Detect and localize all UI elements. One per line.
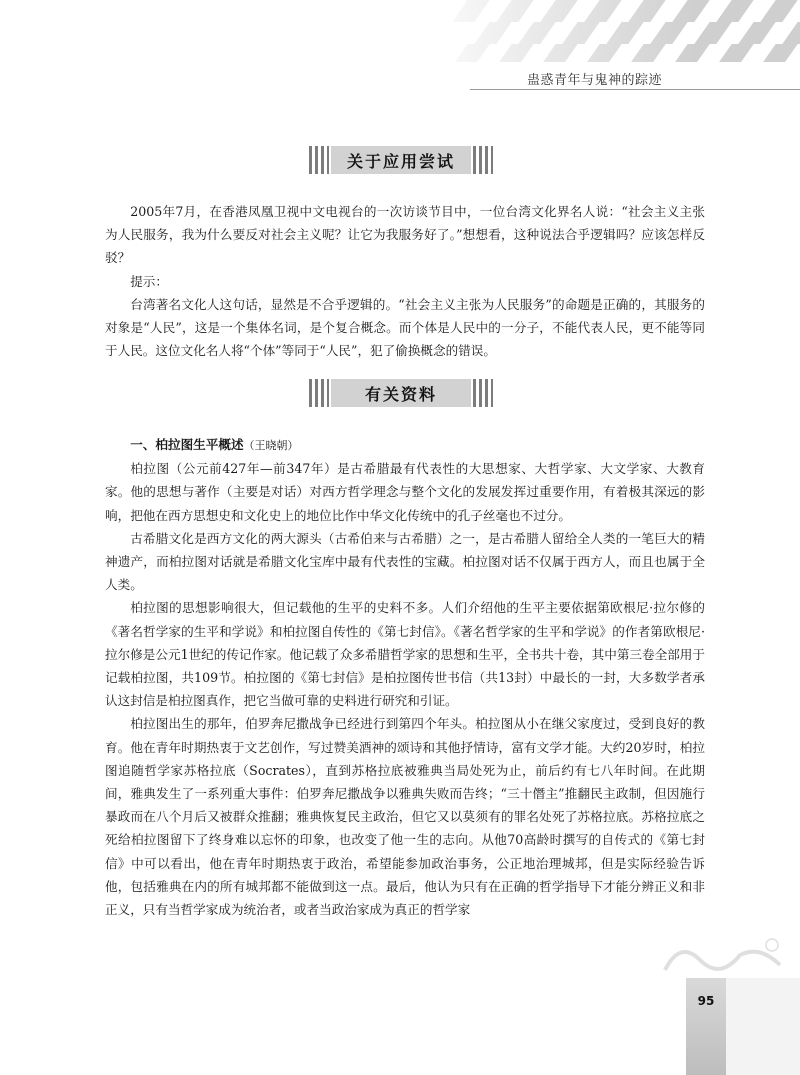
page-number-band [686,978,726,1075]
header-decoration [452,0,800,62]
paragraph: 提示： [130,273,168,289]
banner-left-stripes [309,146,329,174]
paragraph: 柏拉图的思想影响很大，但记载他的生平的史料不多。人们介绍他的生平主要依据第欧根尼·拉尔修的《著名哲学家的生平和学说》和柏拉图自传性的《第七封信》。《著名哲学家的生平和学说》的作者第欧根尼·拉尔修是公元1世纪的传记作家。他记载了众多希腊哲学家的思想和生平，全书共十卷，其中第三卷全部用于记载柏拉图，共109节。柏拉图的《第七封信》是柏拉图传世书信（共13封）中最长的一封，大多数学者承认这封信是柏拉图真作，把它当做可靠的史料进行研究和引证。 [105,600,705,709]
page-edge-strip [726,978,800,1075]
banner-label: 关于应用尝试 [331,146,471,174]
banner-right-stripes [473,146,493,174]
paragraph: 柏拉图出生的那年，伯罗奔尼撒战争已经进行到第四个年头。柏拉图从小在继父家度过，受到良好的教育。他在青年时期热衷于文艺创作，写过赞美酒神的颂诗和其他抒情诗，富有文学才能。大约20岁时，柏拉图追随哲学家苏格拉底（Socrates），直到苏格拉底被雅典当局处死为止，前后约有七八年时间。在此期间，雅典发生了一系列重大事件：伯罗奔尼撒战争以雅典失败而告终；“三十僭主”推翻民主政制，但因施行暴政而在八个月后又被群众推翻；雅典恢复民主政治，但它又以莫须有的罪名处死了苏格拉底。苏格拉底之死给柏拉图留下了终身难以忘怀的印象，也改变了他一生的志向。从他70高龄时撰写的自传式的《第七封信》中可以看出，他在青年时期热衷于政治，希望能参加政治事务，公正地治理城邦，但是实际经验告诉他，包括雅典在内的所有城邦都不能做到这一点。最后，他认为只有在正确的哲学指导下才能分辨正义和非正义，只有当哲学家成为统治者，或者当政治家成为真正的哲学家 [105,716,705,918]
paragraph: 台湾著名文化人这句话，显然是不合乎逻辑的。“社会主义主张为人民服务”的命题是正确的，其服务的对象是“人民”，这是一个集体名词，是个复合概念。而个体是人民中的一分子，不能代表人民，更不能等同于人民。这位文化名人将“个体”等同于“人民”，犯了偷换概念的错误。 [105,296,705,359]
banner-label: 有关资料 [331,379,471,407]
section-banner-application [309,146,493,174]
section-materials-body [105,433,705,921]
banner-left-stripes [309,379,329,407]
section-heading [105,433,705,457]
section-banner-materials [309,379,493,407]
section-heading-author: （王晓朝） [243,439,299,452]
paragraph: 古希腊文化是西方文化的两大源头（古希伯来与古希腊）之一，是古希腊人留给全人类的一笔巨大的精神遗产，而柏拉图对话就是希腊文化宝库中最有代表性的宝藏。柏拉图对话不仅属于西方人，而且也属于全人类。 [105,530,705,593]
paragraph: 柏拉图（公元前427年—前347年）是古希腊最有代表性的大思想家、大哲学家、大文学家、大教育家。他的思想与著作（主要是对话）对西方哲学理念与整个文化的发展发挥过重要作用，有着极其深远的影响，把他在西方思想史和文化史上的地位比作中华文化传统中的孔子丝毫也不过分。 [105,461,705,523]
watermark-brush-icon [660,935,790,980]
running-title: 蛊惑青年与鬼神的踪迹 [526,73,662,88]
section-heading-title: 一、柏拉图生平概述 [130,437,244,452]
banner-right-stripes [473,379,493,407]
section-application-body [105,200,705,362]
paragraph: 2005年7月，在香港凤凰卫视中文电视台的一次访谈节目中，一位台湾文化界名人说：“社会主义主张为人民服务，我为什么要反对社会主义呢？让它为我服务好了。”想想看，这种说法合乎逻辑吗？应该怎样反驳？ [105,204,705,266]
page-number: 95 [697,994,715,1008]
header-rule [470,89,800,90]
